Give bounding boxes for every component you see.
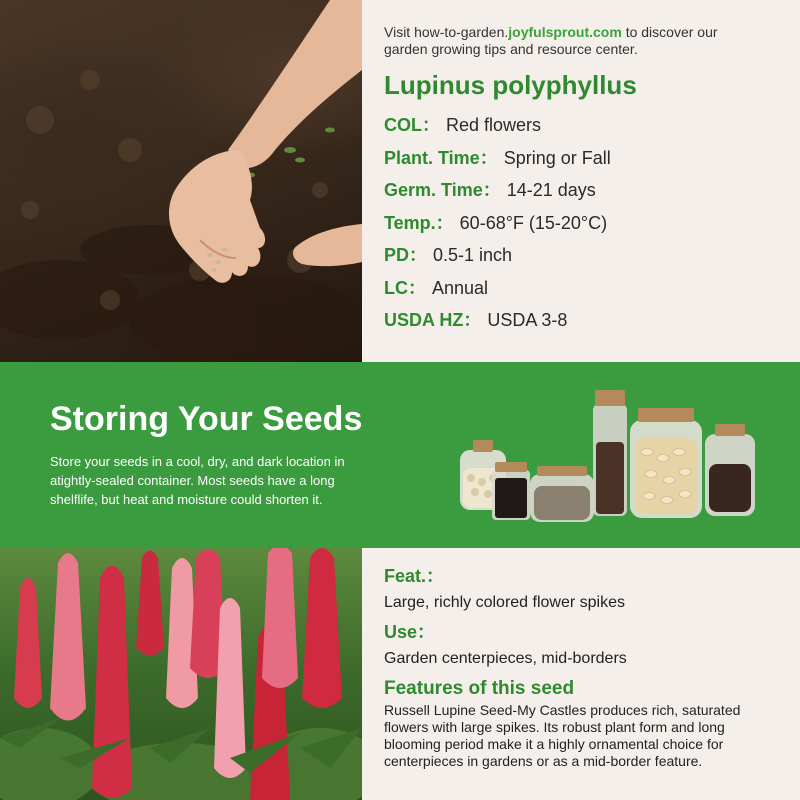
spec-value: USDA 3-8 [487, 310, 568, 330]
jar-grey-seeds [530, 466, 594, 522]
visit-suffix: to discover our garden growing tips and resource center. [384, 24, 718, 57]
visit-prefix: Visit how-to-garden. [384, 24, 509, 40]
spec-value: Spring or Fall [503, 147, 611, 168]
use-label: Use： [384, 622, 436, 642]
spec-row-col [384, 111, 800, 144]
jar-dark-mix [705, 424, 755, 516]
flower-spike-2 [50, 553, 86, 721]
brand-link[interactable]: joyfulsprout.com [508, 24, 622, 40]
spec-key: Temp.： [384, 212, 454, 233]
storing-title: Storing Your Seeds [50, 400, 363, 438]
spec-key: Plant. Time： [384, 147, 498, 168]
flower-spike-3 [92, 566, 132, 799]
spec-key: LC： [384, 277, 426, 298]
spec-row-lc [384, 274, 800, 307]
plant-info-panel [362, 0, 800, 362]
jar-black-seeds [492, 462, 530, 520]
spec-row-usda [384, 306, 800, 339]
features-title: Features of this seed [384, 678, 575, 699]
spec-row-plant-time [384, 144, 800, 177]
spec-row-pd [384, 241, 800, 274]
spec-value: Annual [432, 277, 489, 298]
spec-value: Red flowers [446, 115, 542, 135]
lupine-flowers-photo [0, 548, 362, 800]
features-panel [362, 548, 800, 800]
top-section [0, 0, 800, 362]
spec-row-germ-time [384, 176, 800, 209]
storing-band [0, 362, 800, 548]
seed-jars-illustration [455, 382, 765, 532]
flower-spike-9 [262, 548, 298, 688]
spec-value: 60-68°F (15-20°C) [459, 212, 608, 233]
jar-tall-dark [593, 390, 627, 516]
flower-spike-10 [302, 548, 342, 708]
spec-value: 0.5-1 inch [433, 245, 513, 265]
species-name: Lupinus polyphyllus [384, 70, 637, 100]
flower-spike-1 [14, 578, 42, 708]
spec-key: PD： [384, 245, 428, 265]
spec-value: 14-21 days [506, 180, 596, 200]
bottom-section [0, 548, 800, 800]
soil-hand-illustration [0, 0, 362, 362]
spec-key: USDA HZ： [384, 310, 482, 330]
spec-key: Germ. Time： [384, 180, 501, 200]
jar-pumpkin-seeds [630, 408, 702, 518]
use-value: Garden centerpieces, mid-borders [384, 650, 627, 667]
flower-spike-4 [136, 551, 164, 656]
lupine-illustration [0, 548, 362, 800]
visit-text [384, 24, 744, 58]
feat-label: Feat.： [384, 566, 445, 586]
soil-hand-photo [0, 0, 362, 362]
features-text: Russell Lupine Seed-My Castles produces rich, saturated flowers with large spikes. Its robust plant form and long blooming period make it a highly ornamental choice for centerpieces in gardens or as a mid-border feature. [384, 702, 741, 769]
feat-value: Large, richly colored flower spikes [384, 594, 625, 611]
spec-key: COL： [384, 115, 440, 135]
spec-list [384, 111, 800, 339]
spec-row-temp [384, 209, 800, 242]
storing-text: Store your seeds in a cool, dry, and dark location in atightly-sealed container. Most seeds have a long shelflife, but heat and moisture could shorten it. [50, 454, 345, 507]
